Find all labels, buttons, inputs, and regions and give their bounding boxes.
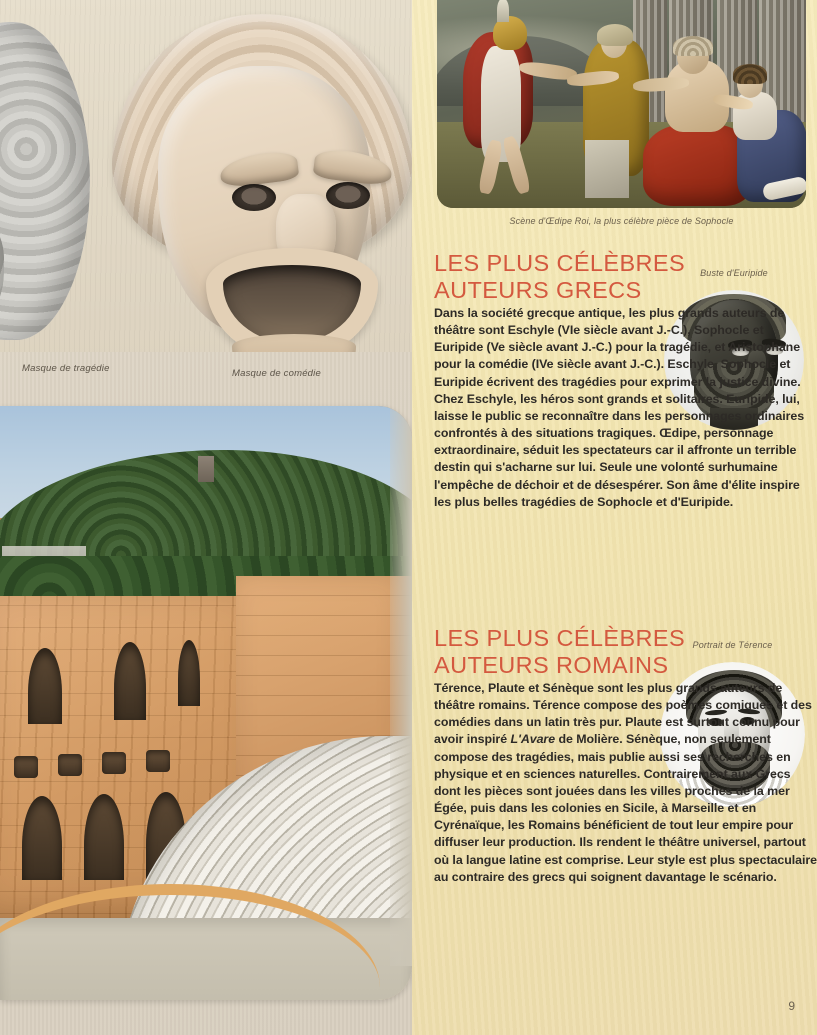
- comedy-mask-sculpture: [112, 14, 412, 344]
- theatre-photo: [0, 406, 412, 1000]
- comedy-mask-chin: [232, 334, 356, 352]
- theatre-arch-1: [28, 648, 62, 724]
- theatre-photo-right-edge: [390, 406, 412, 966]
- body-auteurs-romains-title: L'Avare: [510, 732, 556, 747]
- masks-photo: [0, 0, 412, 352]
- caption-portrait-terence: Portrait de Térence: [692, 640, 773, 650]
- heading-auteurs-grecs-line2: AUTEURS GRECS: [434, 277, 642, 303]
- body-auteurs-romains-part2: de Molière. Sénèque, non seulement compose des tragédies, mais publie aussi ses recherches en physique et en sciences naturelles. Contrairement aux Grecs dont les pièces sont jouées dans les villes proches de la mer Égée, puis dans les colonies en Sicile, à Marseille et en Cyrénaïque, les Romains bénéficient de tout leur empire pour diffuser leur production. Ils rendent le théâtre universel, partout où la langue latine est comprise. Leur style est plus spectaculaire au contraire des grecs qui soignent davantage le scénario.: [434, 732, 817, 884]
- comedy-mask-eye-left: [232, 184, 276, 211]
- theatre-niche-2: [58, 754, 82, 776]
- heading-auteurs-grecs-line1: LES PLUS CÉLÈBRES: [434, 250, 686, 276]
- comedy-mask-brow-left: [218, 149, 299, 188]
- theatre-niche-4: [146, 750, 170, 772]
- painting-figure-oedipus-robe: [643, 124, 751, 206]
- tragedy-mask-sculpture: [0, 22, 90, 340]
- heading-auteurs-grecs: [434, 250, 694, 304]
- painting-figure-warrior-plume: [497, 0, 509, 22]
- caption-masque-comedie: Masque de comédie: [232, 368, 321, 379]
- tragedy-mask-hair: [0, 22, 90, 340]
- painting-stone-block: [585, 140, 629, 198]
- oedipus-painting: [437, 0, 806, 208]
- heading-auteurs-romains: [434, 625, 694, 679]
- caption-oedipus-painting: Scène d'Œdipe Roi, la plus célèbre pièce de Sophocle: [509, 216, 734, 226]
- theatre-niche-3: [102, 752, 126, 774]
- painting-figure-daughter-hair: [733, 64, 767, 84]
- right-column: [412, 0, 817, 1035]
- painting-figure-woman-scarf: [597, 24, 633, 46]
- caption-masque-tragedie: Masque de tragédie: [22, 363, 110, 374]
- caption-buste-euripide: Buste d'Euripide: [700, 268, 768, 278]
- theatre-photo-tower: [198, 456, 214, 482]
- theatre-arch-5: [84, 794, 124, 880]
- heading-auteurs-romains-line1: LES PLUS CÉLÈBRES: [434, 625, 686, 651]
- body-auteurs-romains: [434, 680, 817, 886]
- body-auteurs-romains-part1: Térence, Plaute et Sénèque sont les plus grands auteurs de théâtre romains. Térence compose des poèmes comiques et des comédies dans un latin très pur. Plaute est surtout connu pour avoir inspiré: [434, 681, 812, 747]
- theatre-arch-2: [114, 642, 146, 720]
- page-number: 9: [788, 999, 795, 1013]
- painting-figure-oedipus-hair: [673, 36, 713, 56]
- heading-auteurs-romains-line2: AUTEURS ROMAINS: [434, 652, 669, 678]
- comedy-mask-face: [158, 66, 370, 334]
- theatre-arch-4: [22, 796, 62, 880]
- theatre-niche-1: [14, 756, 38, 778]
- body-auteurs-grecs: Dans la société grecque antique, les plus grands auteurs de théâtre sont Eschyle (VIe siècle avant J.-C.), Sophocle et Euripide (Ve siècle avant J.-C.) pour la tragédie, et Aristophane pour la comédie (IVe siècle avant J.-C.). Eschyle, Sophocle et Euripide écrivent des tragédies pour exprimer la justice divine. Chez Eschyle, les héros sont grands et solitaires. Euripide, lui, laisse le public se reconnaître dans les personnages ordinaires confrontés à des situations tragiques. Œdipe, personnage extraordinaire, séduit les spectateurs car il affronte un terrible destin qui s'acharne sur lui. Seule une volonté surhumaine l'empêche de déchoir et de désespérer. Son âme d'élite inspire les plus belles tragédies de Sophocle et d'Euripide.: [434, 306, 805, 509]
- comedy-mask-eye-right: [326, 182, 370, 209]
- theatre-arch-3: [178, 640, 200, 706]
